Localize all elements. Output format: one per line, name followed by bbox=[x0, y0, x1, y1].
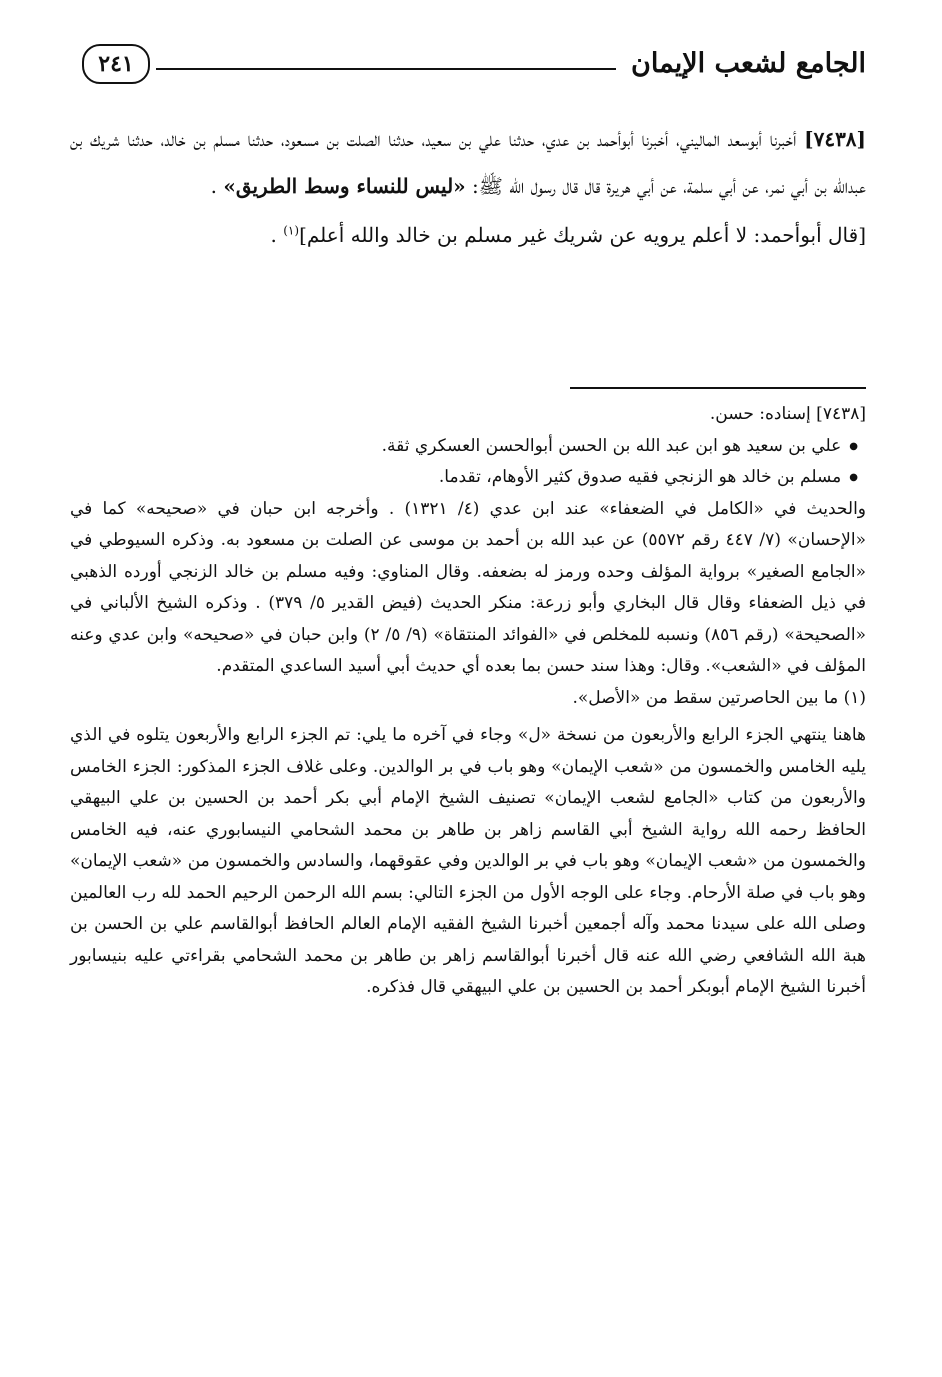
footnote-marker[interactable]: (١) bbox=[283, 223, 300, 238]
takhrij-note: والحديث في «الكامل في الضعفاء» عند ابن عدي (٤/ ١٣٢١) . وأخرجه ابن حبان في «صحيحه» كما في «الإحسان» (٧/ ٤٤٧ رقم ٥٥٧٢) عن عبد الله بن أحمد بن موسى عن الصلت بن مسعود به. وذكره السيوطي في «الجامع الصغير» برواية المؤلف وحده ورمز له بضعفه. وقال المناوي: وفيه مسلم بن خالد الزنجي أورده الذهبي في ذيل الضعفاء وقال قال البخاري وأبو زرعة: منكر الحديث (فيض القدير ٥/ ٣٧٩) . وذكره الشيخ الألباني في «الصحيحة» (رقم ٨٥٦) ونسبه للمخلص في «الفوائد المنتقاة» (٩/ ٥/ ٢) وابن حبان في «صحيحه» وابن عدي وعنه المؤلف في «الشعب». وقال: وهذا سند حسن بما بعده أي حديث أبي أسيد الساعدي المتقدم. bbox=[70, 498, 866, 676]
footnote-1: (١) ما بين الحاصرتين سقط من «الأصل». bbox=[572, 687, 866, 708]
colophon-note: هاهنا ينتهي الجزء الرابع والأربعون من نسخة «ل» وجاء في آخره ما يلي: تم الجزء الرابع والأربعون يتلوه في الذي يليه الخامس والخمسون من «شعب الإيمان» وهو باب في بر الوالدين. وعلى غلاف الجزء المذكور: الجزء الخامس والأربعون من كتاب «الجامع لشعب الإيمان» تصنيف الشيخ الإمام أبي بكر أحمد بن الحسين بن علي البيهقي الحافظ رحمه الله رواية الشيخ أبي القاسم زاهر بن طاهر بن محمد الشحامي النيسابوري عنه، فيه الخامس والخمسون من «شعب الإيمان» وهو باب في بر الوالدين وفي عقوقهما، والسادس والخمسون من «شعب الإيمان» وهو باب في صلة الأرحام. وجاء على الوجه الأول من الجزء التالي: بسم الله الرحمن الرحيم الحمد لله رب العالمين وصلى الله على سيدنا محمد وآله أجمعين أخبرنا الشيخ الفقيه الإمام العالم الحافظ أبوالقاسم علي بن الحسن بن هبة الله الشافعي رضي الله عنه قال أخبرنا أبوالقاسم زاهر بن طاهر بن محمد الشحامي بقراءتي عليه بنيسابور أخبرنا الشيخ الإمام أبوبكر أحمد بن الحسين بن علي البيهقي قال فذكره. bbox=[70, 725, 866, 997]
hadith-block bbox=[70, 116, 866, 259]
hadith-isnad: أخبرنا أبوسعد الماليني، أخبرنا أبوأحمد بن عدي، حدثنا علي بن سعيد، حدثنا الصلت بن مسعود، حدثنا مسلم بن خالد، حدثنا شريك بن عبدالله بن أبي نمر، عن أبي سلمة، عن أبي هريرة قال قال رسول الله ﷺ: bbox=[70, 127, 866, 198]
hadith-number: [٧٤٣٨] bbox=[804, 127, 867, 151]
page-number: ٢٤١ bbox=[82, 44, 150, 84]
running-title: الجامع لشعب الإيمان bbox=[631, 48, 866, 79]
footnotes bbox=[70, 399, 866, 1004]
hadith-remark bbox=[70, 212, 866, 259]
header-rule bbox=[156, 68, 616, 70]
book-page bbox=[70, 40, 866, 1004]
hadith-matn: «ليس للنساء وسط الطريق» bbox=[223, 174, 466, 198]
hadith-matn-end: . bbox=[210, 174, 224, 198]
page-header bbox=[70, 40, 866, 102]
remark-text: [قال أبوأحمد: لا أعلم يرويه عن شريك غير مسلم بن خالد والله أعلم] bbox=[299, 223, 866, 247]
hadith-paragraph bbox=[70, 116, 866, 210]
remark-end: . bbox=[270, 223, 284, 247]
narrator-note: ● علي بن سعيد هو ابن عبد الله بن الحسن أبوالحسن العسكري ثقة. bbox=[70, 431, 866, 463]
footnote-divider bbox=[570, 387, 866, 389]
narrator-note: ● مسلم بن خالد هو الزنجي فقيه صدوق كثير الأوهام، تقدما. bbox=[70, 462, 866, 494]
grading-note: [٧٤٣٨] إسناده: حسن. bbox=[709, 404, 866, 424]
